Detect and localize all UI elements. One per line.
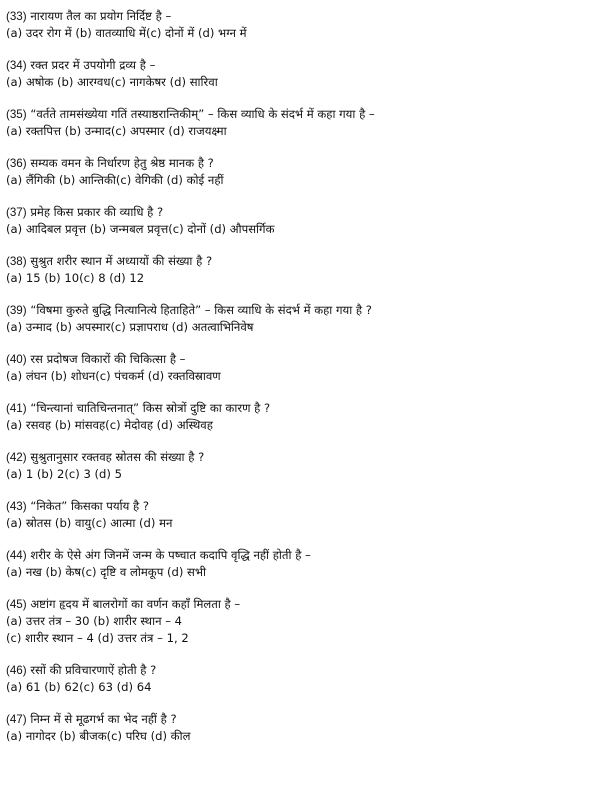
- question-line: [6, 498, 594, 515]
- question-number: (42): [6, 451, 27, 464]
- question-text: रसों की प्रविचारणाऐं होती है ?: [30, 663, 157, 677]
- question-line: [6, 302, 594, 319]
- question-number: (45): [6, 598, 27, 611]
- question-number: (46): [6, 664, 27, 677]
- question-line: [6, 8, 594, 25]
- answer-options: (a) रसवह (b) मांसवह(c) मेदोवह (d) अस्थिवह: [6, 418, 213, 432]
- answer-options: (a) उन्माद (b) अपस्मार(c) प्रज्ञापराध (d) अतत्वाभिनिवेष: [6, 320, 254, 334]
- question-text: सुश्रुत शरीर स्थान में अध्यायों की संख्या है ?: [30, 254, 213, 268]
- question-number: (39): [6, 304, 27, 317]
- answer-options: (a) उदर रोग में (b) वातव्याधि में(c) दोनों में (d) भग्न में: [6, 26, 247, 40]
- answer-options: (a) रक्तपित्त (b) उन्माद(c) अपस्मार (d) राजयक्ष्मा: [6, 124, 227, 138]
- question-text: रक्त प्रदर में उपयोगी द्रव्य है –: [30, 58, 156, 72]
- question-line: [6, 57, 594, 74]
- answer-options: (a) 1 (b) 2(c) 3 (d) 5: [6, 467, 122, 481]
- question-text: रस प्रदोषज विकारों की चिकित्सा है –: [30, 352, 186, 366]
- question-text: “वर्तते तामसंख्येया गतिं तस्याष्ठरान्तिकीम्” – किस व्याधि के संदर्भ में कहा गया है –: [30, 107, 375, 121]
- question-line: [6, 400, 594, 417]
- question-text: शरीर के ऐसे अंग जिनमें जन्म के पष्चात कदापि वृद्धि नहीं होती है –: [30, 548, 311, 562]
- question-line: [6, 351, 594, 368]
- question-number: (33): [6, 10, 27, 23]
- question-number: (38): [6, 255, 27, 268]
- question-number: (40): [6, 353, 27, 366]
- question-number: (37): [6, 206, 27, 219]
- question-text: “निकेत” किसका पर्याय है ?: [30, 499, 150, 513]
- question-block: [6, 449, 594, 483]
- question-number: (34): [6, 59, 27, 72]
- question-line: [6, 662, 594, 679]
- question-text: नारायण तैल का प्रयोग निर्दिष्ट है –: [30, 9, 172, 23]
- question-block: [6, 253, 594, 287]
- question-block: [6, 400, 594, 434]
- answer-options: (c) शारीर स्थान – 4 (d) उत्तर तंत्र – 1, 2: [6, 631, 189, 645]
- answer-options: (a) स्रोतस (b) वायु(c) आत्मा (d) मन: [6, 516, 173, 530]
- question-line: [6, 106, 594, 123]
- question-line: [6, 253, 594, 270]
- question-line: [6, 204, 594, 221]
- question-list: [6, 8, 594, 760]
- question-line: [6, 711, 594, 728]
- question-number: (47): [6, 713, 27, 726]
- question-block: [6, 106, 594, 140]
- answer-options: (a) लैंगिकी (b) आन्तिकी(c) वेगिकी (d) कोई नहीं: [6, 173, 224, 187]
- question-block: [6, 711, 594, 745]
- question-text: “चिन्त्यानां चातिचिन्तनात्” किस स्रोत्रों दुष्टि का कारण है ?: [30, 401, 271, 415]
- question-block: [6, 57, 594, 91]
- question-block: [6, 547, 594, 581]
- question-number: (44): [6, 549, 27, 562]
- question-block: [6, 498, 594, 532]
- question-block: [6, 8, 594, 42]
- question-text: प्रमेह किस प्रकार की व्याधि है ?: [30, 205, 164, 219]
- question-block: [6, 204, 594, 238]
- question-line: [6, 155, 594, 172]
- question-block: [6, 302, 594, 336]
- question-text: निम्न में से मूढगर्भ का भेद नहीं है ?: [30, 712, 177, 726]
- question-line: [6, 547, 594, 564]
- question-line: [6, 449, 594, 466]
- question-block: [6, 351, 594, 385]
- answer-options: (a) नख (b) केष(c) दृष्टि व लोमकूप (d) सभी: [6, 565, 207, 579]
- question-line: [6, 596, 594, 613]
- question-number: (41): [6, 402, 27, 415]
- answer-options: (a) 61 (b) 62(c) 63 (d) 64: [6, 680, 152, 694]
- answer-options: (a) अषोक (b) आरग्वध(c) नागकेषर (d) सारिवा: [6, 75, 218, 89]
- answer-options: (a) नागोदर (b) बीजक(c) परिघ (d) कील: [6, 729, 191, 743]
- question-number: (35): [6, 108, 27, 121]
- question-block: [6, 596, 594, 647]
- question-text: “विषमा कुरुते बुद्धि नित्यानित्ये हिताहिते” – किस व्याधि के संदर्भ में कहा गया है ?: [30, 303, 372, 317]
- answer-options: (a) 15 (b) 10(c) 8 (d) 12: [6, 271, 145, 285]
- question-number: (43): [6, 500, 27, 513]
- question-text: सुश्रुतानुसार रक्तवह स्रोतस की संख्या है ?: [30, 450, 205, 464]
- answer-options: (a) लंघन (b) शोधन(c) पंचकर्म (d) रक्तविस्रावण: [6, 369, 221, 383]
- question-text: सम्यक वमन के निर्धारण हेतु श्रेष्ठ मानक है ?: [30, 156, 214, 170]
- answer-options: (a) आदिबल प्रवृत्त (b) जन्मबल प्रवृत्त(c) दोनों (d) औपसर्गिक: [6, 222, 275, 236]
- question-block: [6, 155, 594, 189]
- question-number: (36): [6, 157, 27, 170]
- question-block: [6, 662, 594, 696]
- question-text: अष्टांग हृदय में बालरोगों का वर्णन कहाँ मिलता है –: [30, 597, 241, 611]
- answer-options: (a) उत्तर तंत्र – 30 (b) शारीर स्थान – 4: [6, 614, 183, 628]
